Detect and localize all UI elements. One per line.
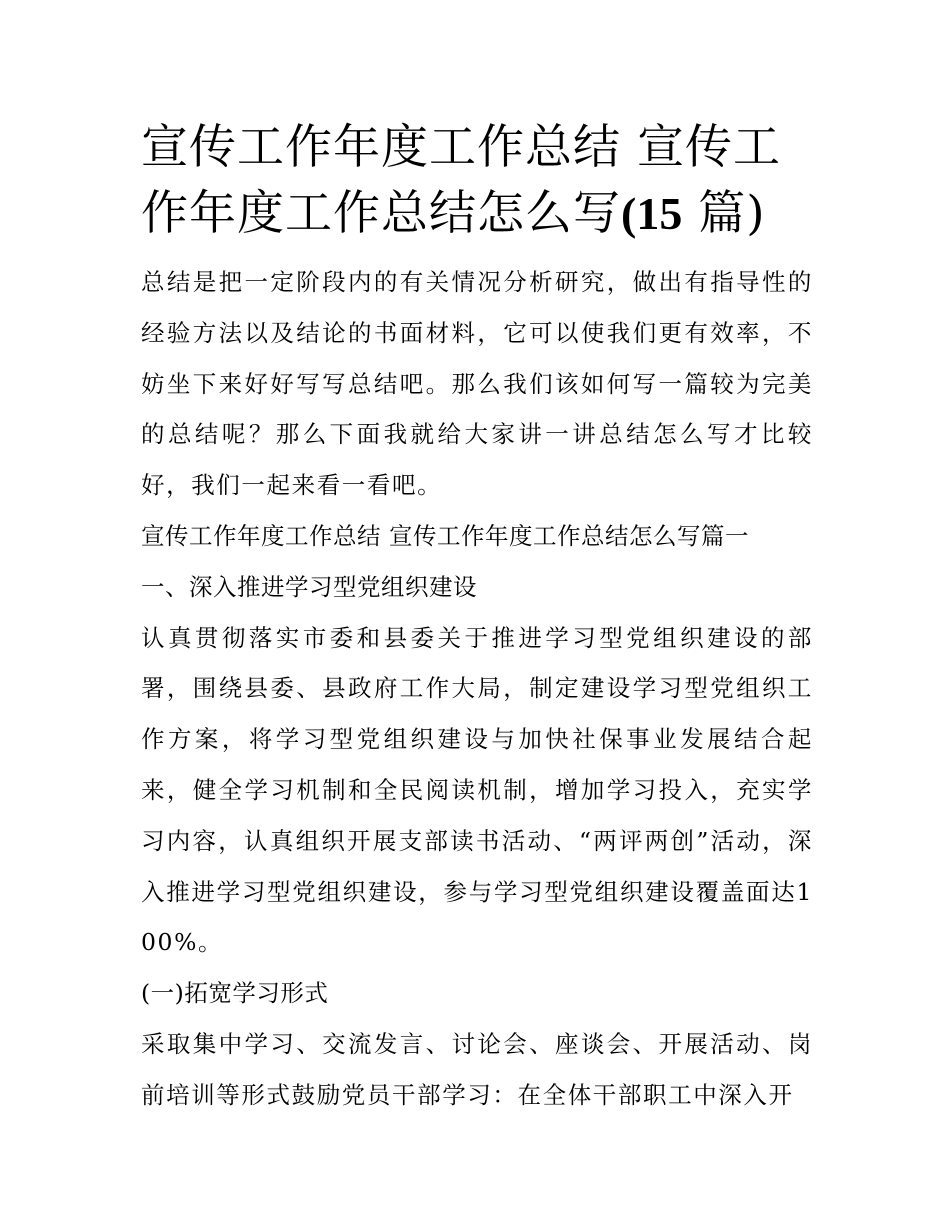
- paragraph-learning-organization: 认真贯彻落实市委和县委关于推进学习型党组织建设的部署，围绕县委、县政府工作大局，制定建设学习型党组织工作方案，将学习型党组织建设与加快社保事业发展结合起来，健全学习机制和全民阅读机制，增加学习投入，充实学习内容，认真组织开展支部读书活动、“两评两创”活动，深入推进学习型党组织建设，参与学习型党组织建设覆盖面达100%。: [141, 623, 813, 957]
- title-line-1: 宣传工作年度工作总结 宣传工: [141, 120, 781, 175]
- subheading-learning-forms: (一)拓宽学习形式: [141, 979, 329, 1008]
- subheading-learning-organization: 一、深入推进学习型党组织建设: [141, 572, 477, 601]
- title-line-2: 作年度工作总结怎么写: [141, 186, 621, 241]
- title-count: (15: [621, 188, 683, 239]
- document-content: [141, 115, 813, 1121]
- paragraph-learning-forms: 采取集中学习、交流发言、讨论会、座谈会、开展活动、岗前培训等形式鼓励党员干部学习：在全体干部职工中深入开: [141, 1029, 813, 1109]
- document-title: [141, 115, 813, 247]
- section-heading: 宣传工作年度工作总结 宣传工作年度工作总结怎么写篇一: [141, 521, 749, 550]
- intro-paragraph: 总结是把一定阶段内的有关情况分析研究，做出有指导性的经验方法以及结论的书面材料，它可以使我们更有效率，不妨坐下来好好写写总结吧。那么我们该如何写一篇较为完美的总结呢？那么下面我就给大家讲一讲总结怎么写才比较好，我们一起来看一看吧。: [141, 268, 813, 500]
- title-suffix: 篇): [682, 186, 766, 241]
